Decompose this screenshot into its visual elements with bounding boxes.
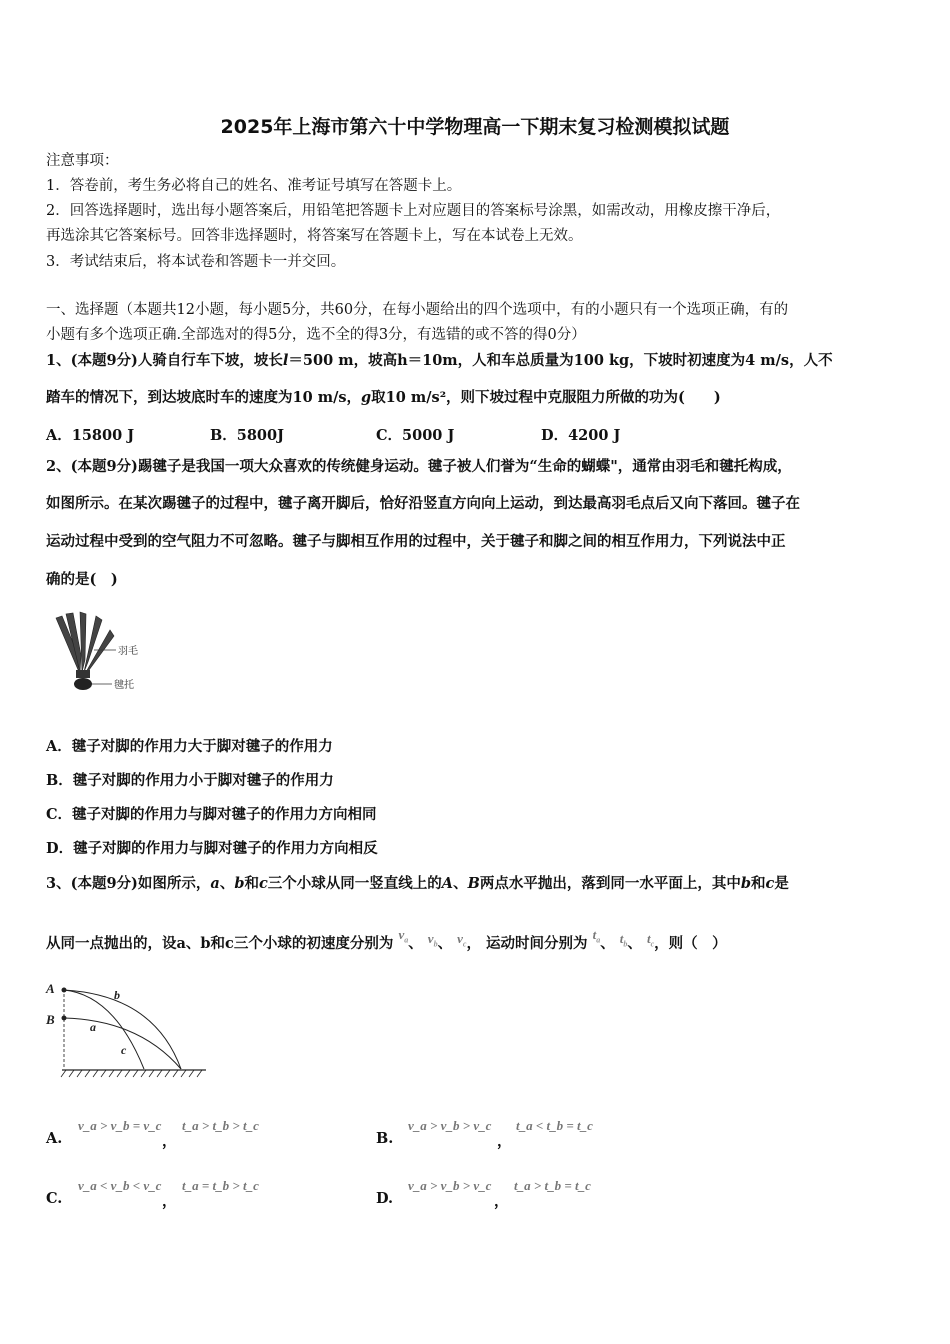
notice-item: 再选涂其它答案标号。回答非选择题时，将答案写在答题卡上，写在本试卷上无效。 <box>46 228 583 244</box>
q3-option-c-velocity: v_a < v_b < v_c <box>78 1178 162 1193</box>
page-title: 2025年上海市第六十中学物理高一下期末复习检测模拟试题 <box>220 116 730 138</box>
q3-option-d-time: t_a > t_b = t_c <box>514 1178 591 1193</box>
q2-text: 确的是( ) <box>46 571 118 588</box>
notice-heading: 注意事项： <box>46 153 119 169</box>
q2-option-a: A．毽子对脚的作用力大于脚对毽子的作用力 <box>46 738 333 755</box>
notice-item: 1．答卷前，考生务必将自己的姓名、准考证号填写在答题卡上。 <box>46 178 462 194</box>
q2-option-b: B．毽子对脚的作用力小于脚对毽子的作用力 <box>46 772 334 789</box>
q1-option-c: C．5000 J <box>376 427 455 444</box>
q3-option-c-time: t_a = t_b > t_c <box>182 1178 259 1193</box>
q1-option-a: A．15800 J <box>46 427 135 444</box>
q2-text: 2、(本题9分)踢毽子是我国一项大众喜欢的传统健身运动。毽子被人们誉为“生命的蝴蝶"，通常由羽毛和毽托构成， <box>46 458 792 475</box>
curve-a-label: a <box>90 1020 96 1034</box>
q3-text: 3、(本题9分)如图所示，a、b和c三个小球从同一竖直线上的A、B两点水平抛出，落到同一水平面上，其中b和c是 <box>46 875 789 892</box>
q3-option-a: A. <box>46 1130 63 1147</box>
section-header: 小题有多个选项正确.全部选对的得5分，选不全的得3分，有选错的或不答的得0分） <box>46 327 586 343</box>
q1-option-b: B．5800J <box>210 427 284 444</box>
section-header: 一、选择题（本题共12小题，每小题5分，共60分，在每小题给出的四个选项中，有的小题只有一个选项正确，有的 <box>46 302 789 318</box>
point-a-label: A <box>46 981 55 996</box>
q3-option-d: D. <box>376 1190 394 1207</box>
q3-text: 从同一点抛出的，设a、b和c三个小球的初速度分别为 $v_a$、 $v_b$、 $v_c$， 运动时间分别为 $t_a$、 $t_b$、 $t_c$，则（ ） <box>46 927 727 952</box>
q3-option-d-comma: ， <box>494 1193 509 1210</box>
curve-c-label: c <box>121 1043 127 1057</box>
q2-text: 运动过程中受到的空气阻力不可忽略。毽子与脚相互作用的过程中，关于毽子和脚之间的相互作用力，下列说法中正 <box>46 533 786 550</box>
projectile-figure <box>44 975 214 1083</box>
q3-option-d-velocity: v_a > v_b > v_c <box>408 1178 492 1193</box>
q3-option-b-time: t_a < t_b = t_c <box>516 1118 593 1133</box>
point-b-label: B <box>46 1012 55 1027</box>
q2-option-d: D．毽子对脚的作用力与脚对毽子的作用力方向相反 <box>46 840 378 857</box>
q3-option-c-comma: ， <box>162 1193 177 1210</box>
q3-option-b-comma: ， <box>497 1133 512 1150</box>
q3-option-a-time: t_a > t_b > t_c <box>182 1118 259 1133</box>
q1-text: 1、(本题9分)人骑自行车下坡，坡长l＝500 m，坡高h＝10m，人和车总质量为100 kg，下坡时初速度为4 m/s，人不 <box>46 352 833 369</box>
q1-text: 踏车的情况下，到达坡底时车的速度为10 m/s，g取10 m/s²，则下坡过程中克服阻力所做的功为( ) <box>46 389 721 406</box>
figure-label-feather: 羽毛 <box>118 646 138 657</box>
curve-b-label: b <box>114 988 120 1002</box>
notice-item: 2．回答选择题时，选出每小题答案后，用铅笔把答题卡上对应题目的答案标号涂黑，如需改动，用橡皮擦干净后， <box>46 203 781 219</box>
q3-option-a-velocity: v_a > v_b = v_c <box>78 1118 162 1133</box>
shuttlecock-figure <box>46 610 156 700</box>
q3-option-a-comma: ， <box>162 1133 177 1150</box>
q2-text: 如图所示。在某次踢毽子的过程中，毽子离开脚后，恰好沿竖直方向向上运动，到达最高羽毛点后又向下落回。毽子在 <box>46 495 800 512</box>
q3-option-c: C. <box>46 1190 63 1207</box>
q2-option-c: C．毽子对脚的作用力与脚对毽子的作用力方向相同 <box>46 806 377 823</box>
q1-option-d: D．4200 J <box>541 427 621 444</box>
q3-option-b: B. <box>376 1130 394 1147</box>
figure-label-base: 毽托 <box>114 680 134 691</box>
q3-option-b-velocity: v_a > v_b > v_c <box>408 1118 492 1133</box>
notice-item: 3．考试结束后，将本试卷和答题卡一并交回。 <box>46 254 346 270</box>
